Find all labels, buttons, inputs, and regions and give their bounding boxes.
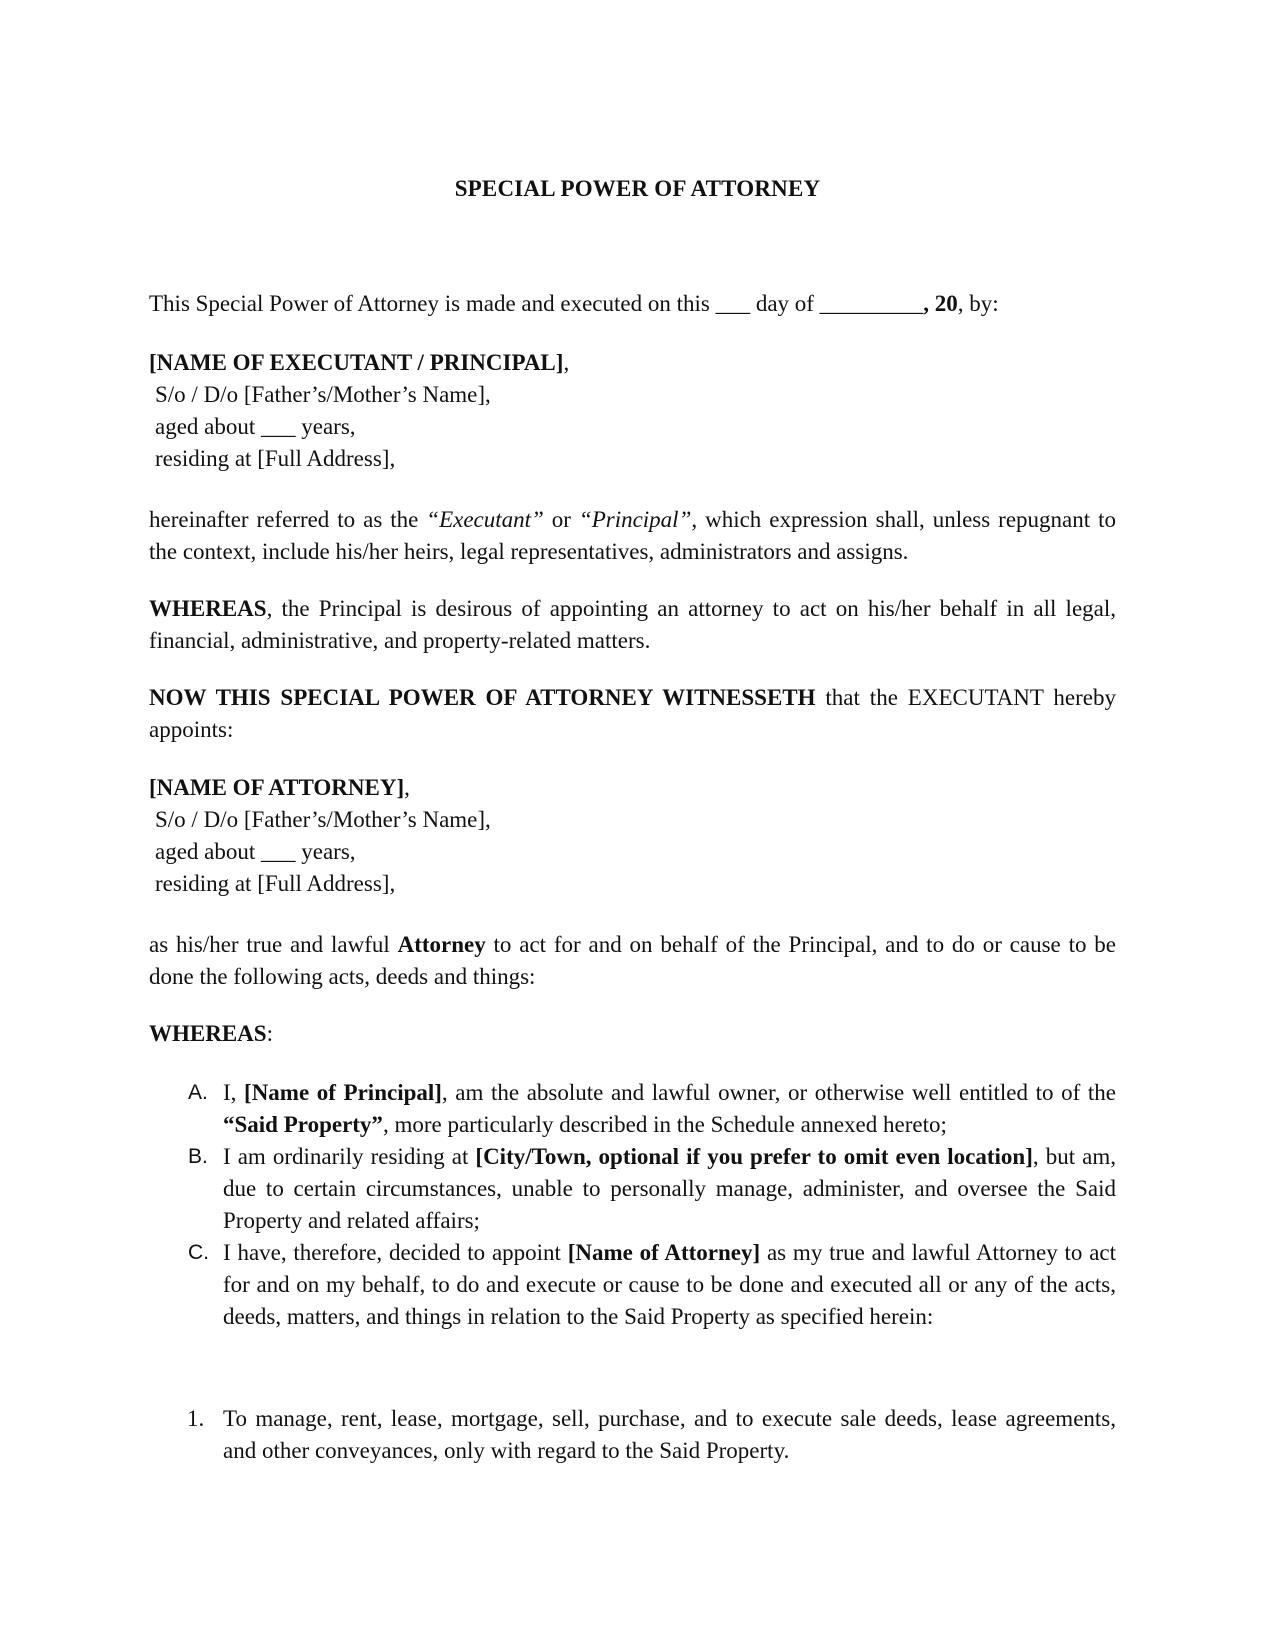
recital-bold: “Said Property”: [223, 1112, 383, 1137]
recital-text: , more particularly described in the Schedule annexed hereto;: [382, 1112, 947, 1137]
recital-item: [149, 1237, 1116, 1333]
recital-text: I,: [223, 1080, 245, 1105]
recital-marker: A.: [188, 1081, 208, 1104]
whereas-intro-paragraph: [149, 593, 1116, 657]
whereas-intro-text: , the Principal is desirous of appointing an attorney to act on his/her behalf in all legal, financial, administrative, and property-related matters.: [149, 596, 1116, 653]
attorney-age: aged about ___ years,: [155, 839, 356, 864]
power-text: To manage, rent, lease, mortgage, sell, purchase, and to execute sale deeds, lease agreements, and other conveyances, only with regard to the Said Property.: [223, 1406, 1116, 1463]
intro-paragraph: [149, 288, 1116, 320]
recital-bold: [Name of Attorney]: [567, 1240, 761, 1265]
recital-item: [149, 1141, 1116, 1237]
term-executant: “Executant”: [426, 507, 544, 532]
hereinafter-text-2: or: [543, 507, 579, 532]
power-item: [149, 1403, 1116, 1467]
attorney-name-suffix: ,: [404, 775, 410, 800]
whereas-heading-label: WHEREAS: [149, 1021, 267, 1046]
principal-name-suffix: ,: [563, 350, 570, 375]
powers-list: [149, 1403, 1116, 1467]
principal-parent: S/o / D/o [Father’s/Mother’s Name],: [155, 382, 491, 407]
appointment-attorney-term: Attorney: [397, 932, 486, 957]
attorney-details: [149, 772, 1116, 900]
attorney-address: residing at [Full Address],: [155, 871, 396, 896]
attorney-name: [NAME OF ATTORNEY]: [149, 775, 405, 800]
whereas-intro-label: WHEREAS: [149, 596, 267, 621]
recital-text: as my true and lawful Attorney to act for and on my behalf, to do and execute or cause to be done and executed all or any of the acts, deeds, matters, and things in relation to the Said Property as specified herein:: [223, 1240, 1116, 1329]
recital-bold: [Name of Principal]: [244, 1080, 442, 1105]
principal-address: residing at [Full Address],: [155, 446, 396, 471]
recital-bold: [City/Town, optional if you prefer to omit even location]: [475, 1144, 1033, 1169]
principal-name-line: [149, 347, 1116, 379]
recital-text: , but am, due to certain circumstances, unable to personally manage, administer, and oversee the Said Property and related affairs;: [223, 1144, 1116, 1233]
intro-text: This Special Power of Attorney is made and executed on this ___ day of _________: [149, 291, 924, 316]
appointment-text-1: as his/her true and lawful: [149, 932, 398, 957]
recital-marker: B.: [188, 1145, 208, 1168]
appointment-paragraph: [149, 929, 1116, 993]
recital-text: I am ordinarily residing at: [223, 1144, 476, 1169]
witnesseth-label: NOW THIS SPECIAL POWER OF ATTORNEY WITNESSETH: [149, 685, 816, 710]
hereinafter-text-3: , which expression shall, unless repugnant to the context, include his/her heirs, legal representatives, administrators and assigns.: [149, 507, 1116, 564]
witnesseth-text: that the EXECUTANT hereby appoints:: [149, 685, 1116, 742]
hereinafter-paragraph: [149, 504, 1116, 568]
attorney-parent: S/o / D/o [Father’s/Mother’s Name],: [155, 807, 491, 832]
recital-text: , am the absolute and lawful owner, or otherwise well entitled to of the: [441, 1080, 1116, 1105]
document-title: SPECIAL POWER OF ATTORNEY: [454, 176, 821, 201]
attorney-name-line: [149, 772, 1116, 804]
principal-details: [149, 347, 1116, 475]
whereas-heading: [149, 1018, 1116, 1050]
recital-item: [149, 1077, 1116, 1141]
recitals-list: [149, 1077, 1116, 1333]
intro-year: , 20: [923, 291, 958, 316]
hereinafter-text-1: hereinafter referred to as the: [149, 507, 427, 532]
recital-marker: C.: [188, 1241, 209, 1264]
recital-text: I have, therefore, decided to appoint: [223, 1240, 568, 1265]
appointment-text-2: to act for and on behalf of the Principal, and to do or cause to be done the following acts, deeds and things:: [149, 932, 1116, 989]
term-principal: “Principal”: [578, 507, 692, 532]
principal-name: [NAME OF EXECUTANT / PRINCIPAL]: [149, 350, 564, 375]
witnesseth-paragraph: [149, 682, 1116, 746]
intro-suffix: , by:: [957, 291, 999, 316]
power-marker: 1.: [187, 1406, 205, 1431]
whereas-heading-suffix: :: [266, 1021, 273, 1046]
principal-age: aged about ___ years,: [155, 414, 356, 439]
